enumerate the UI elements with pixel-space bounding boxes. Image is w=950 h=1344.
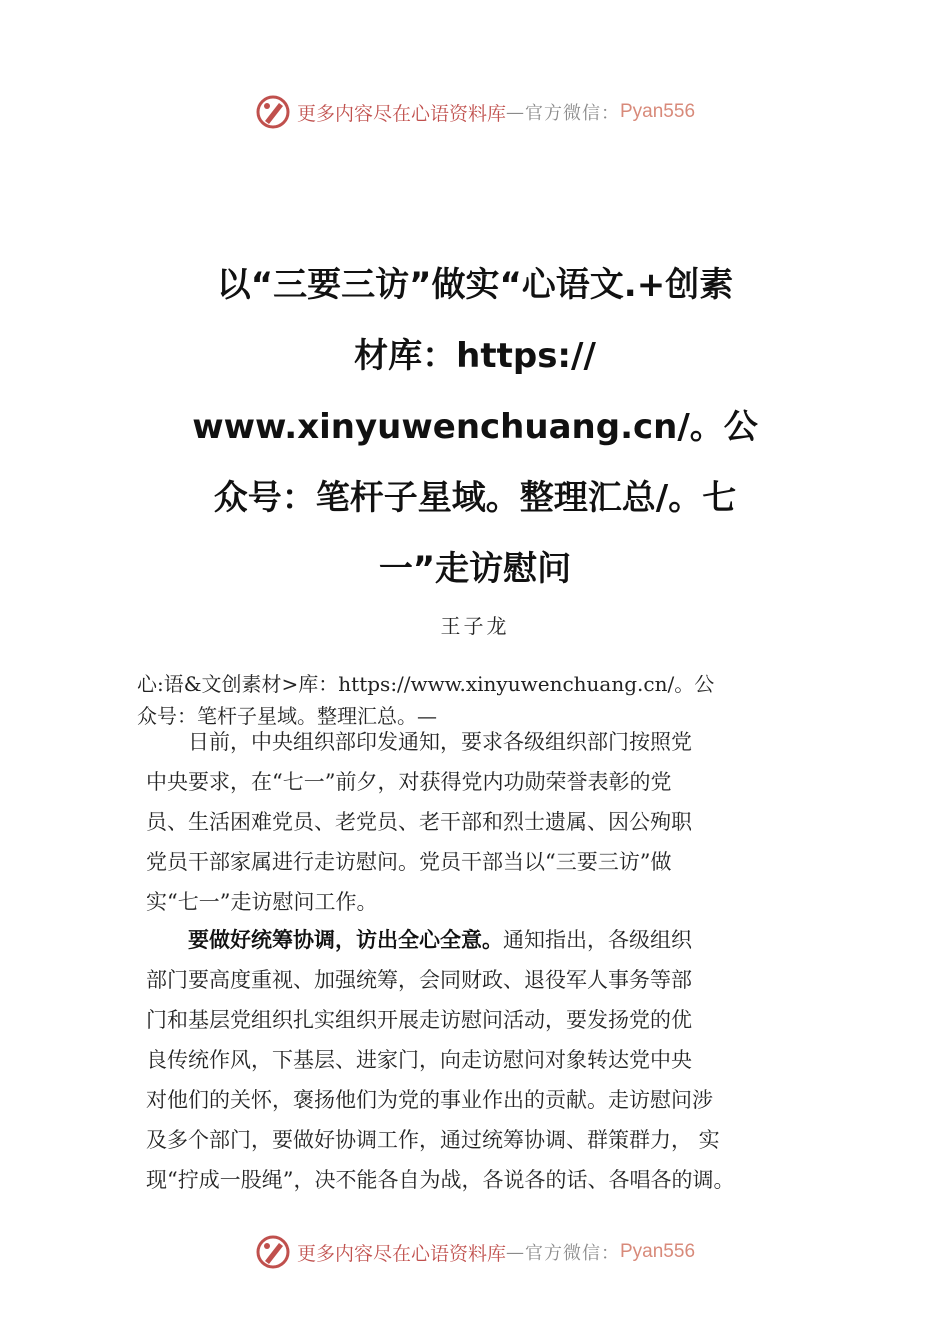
banner-wechat-id: Pyan556 — [620, 101, 696, 122]
author-name: 王子龙 — [440, 614, 510, 638]
document-title — [150, 250, 800, 605]
paragraph-line: 员、生活困难党员、老党员、老干部和烈士遗属、因公殉职 — [146, 810, 692, 834]
banner-main-text: 更多内容尽在心语资料库 — [296, 102, 506, 125]
paragraph-line: 及多个部门，要做好协调工作，通过统筹协调、群策群力， 实 — [146, 1128, 720, 1152]
source-line: 心:语&文创素材>库：https://www.xinyuwenchuang.cn/。公 — [137, 672, 715, 696]
paragraph-line: 门和基层党组织扎实组织开展走访慰问活动，要发扬党的优 — [146, 1008, 692, 1032]
paragraph-first-line — [146, 920, 826, 960]
paragraph-line: 部门要高度重视、加强统筹，会同财政、退役军人事务等部 — [146, 968, 692, 992]
paragraph-line-rest: 通知指出，各级组织 — [503, 928, 692, 952]
title-line: www.xinyuwenchuang.cn/。公 — [192, 407, 758, 447]
banner-wechat-id: Pyan556 — [620, 1241, 696, 1262]
banner-wechat-label: 官方微信： — [525, 103, 620, 124]
banner-dash: — — [506, 1241, 525, 1263]
banner-main-text: 更多内容尽在心语资料库 — [296, 1242, 506, 1265]
paragraph-line: 对他们的关怀，褒扬他们为党的事业作出的贡献。走访慰问涉 — [146, 1088, 713, 1112]
pen-nib-logo-icon — [255, 1234, 291, 1270]
title-line: 材库：https:// — [354, 336, 596, 376]
paragraph-line: 党员干部家属进行走访慰问。党员干部当以“三要三访”做 — [146, 850, 672, 874]
paragraph-line: 现“拧成一股绳”，决不能各自为战，各说各的话、各唱各的调。 — [146, 1168, 735, 1192]
paragraph-lead-heading: 要做好统筹协调，访出全心全意。 — [188, 928, 503, 952]
pen-nib-logo-icon — [255, 94, 291, 130]
paragraph-line: 中央要求，在“七一”前夕，对获得党内功勋荣誉表彰的党 — [146, 770, 672, 794]
paragraph-line: 日前，中央组织部印发通知，要求各级组织部门按照党 — [146, 730, 692, 754]
body-paragraph-1 — [146, 722, 826, 922]
footer-banner — [0, 1232, 950, 1272]
paragraph-line: 实“七一”走访慰问工作。 — [146, 890, 378, 914]
title-line: 一”走访慰问 — [378, 549, 572, 589]
header-banner — [0, 92, 950, 132]
paragraph-line: 良传统作风，下基层、进家门，向走访慰问对象转达党中央 — [146, 1048, 692, 1072]
body-paragraph-2 — [146, 920, 826, 1200]
source-line: 众号：笔杆子星域。整理汇总。— — [137, 704, 437, 728]
banner-wechat-label: 官方微信： — [525, 1243, 620, 1264]
banner-dash: — — [506, 101, 525, 123]
title-line: 众号：笔杆子星域。整理汇总/。七 — [213, 478, 737, 518]
title-line: 以“三要三访”做实“心语文.+创素 — [216, 265, 734, 305]
